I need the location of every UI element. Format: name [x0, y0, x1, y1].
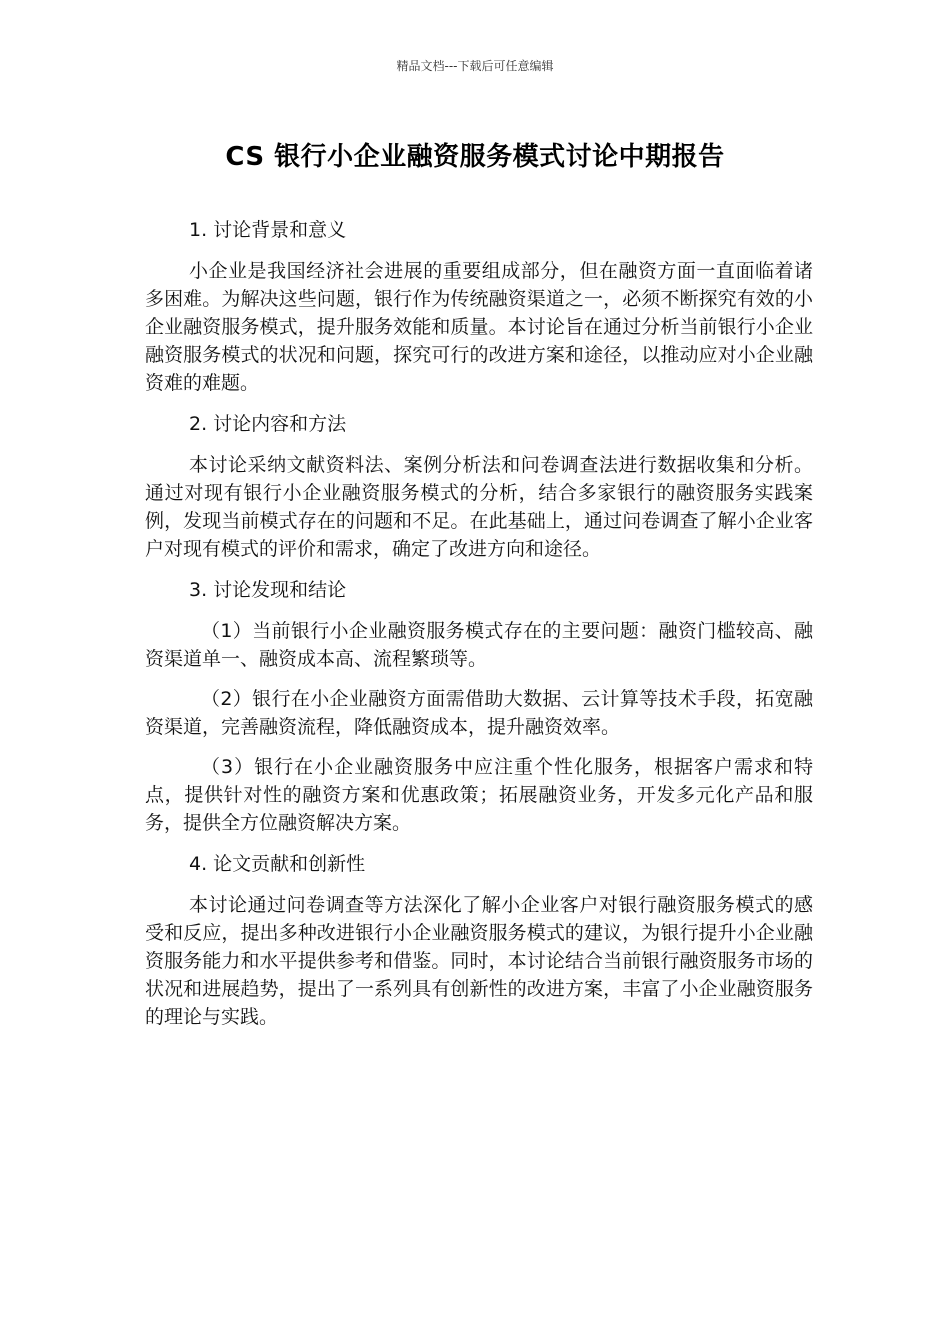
finding-item: （1）当前银行小企业融资服务模式存在的主要问题：融资门槛较高、融资渠道单一、融资成本高、流程繁琐等。	[145, 620, 813, 670]
header-note: 精品文档---下载后可任意编辑	[396, 59, 554, 73]
section-methods	[145, 409, 813, 563]
document-body	[145, 215, 813, 1043]
section-heading: 1. 讨论背景和意义	[189, 219, 347, 241]
finding-item: （3）银行在小企业融资服务中应注重个性化服务，根据客户需求和特点，提供针对性的融资方案和优惠政策；拓展融资业务，开发多元化产品和服务，提供全方位融资解决方案。	[145, 756, 813, 834]
section-findings	[145, 575, 813, 837]
section-background	[145, 215, 813, 397]
paragraph: 小企业是我国经济社会进展的重要组成部分，但在融资方面一直面临着诸多困难。为解决这些问题，银行作为传统融资渠道之一，必须不断探究有效的小企业融资服务模式，提升服务效能和质量。本讨论旨在通过分析当前银行小企业融资服务模式的状况和问题，探究可行的改进方案和途径，以推动应对小企业融资难的难题。	[145, 260, 813, 394]
section-heading: 2. 讨论内容和方法	[189, 413, 347, 435]
section-heading: 4. 论文贡献和创新性	[189, 853, 366, 875]
section-heading: 3. 讨论发现和结论	[189, 579, 347, 601]
paragraph: 本讨论通过问卷调查等方法深化了解小企业客户对银行融资服务模式的感受和反应，提出多种改进银行小企业融资服务模式的建议，为银行提升小企业融资服务能力和水平提供参考和借鉴。同时，本讨论结合当前银行融资服务市场的状况和进展趋势，提出了一系列具有创新性的改进方案，丰富了小企业融资服务的理论与实践。	[145, 894, 813, 1028]
section-contribution	[145, 849, 813, 1031]
finding-item: （2）银行在小企业融资方面需借助大数据、云计算等技术手段，拓宽融资渠道，完善融资流程，降低融资成本，提升融资效率。	[145, 688, 813, 738]
document-title: CS 银行小企业融资服务模式讨论中期报告	[225, 142, 725, 172]
paragraph: 本讨论采纳文献资料法、案例分析法和问卷调查法进行数据收集和分析。通过对现有银行小企业融资服务模式的分析，结合多家银行的融资服务实践案例，发现当前模式存在的问题和不足。在此基础上，通过问卷调查了解小企业客户对现有模式的评价和需求，确定了改进方向和途径。	[145, 454, 813, 560]
